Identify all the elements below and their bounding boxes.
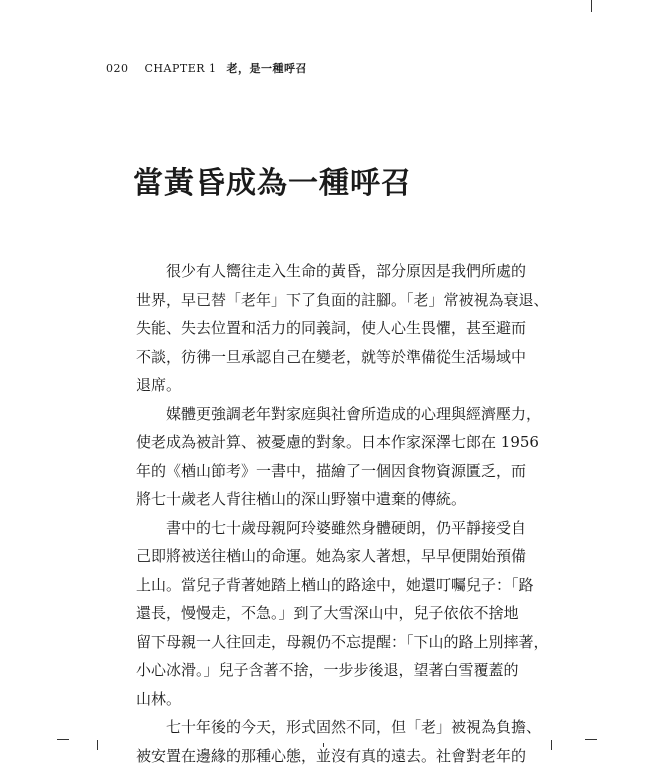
text-line: 不談，彷彿一旦承認自己在變老，就等於準備從生活場域中 <box>136 343 498 372</box>
chapter-label: CHAPTER 1 <box>145 62 217 75</box>
text-line: 留下母親一人往回走，母親仍不忘提醒：「下山的路上別摔著， <box>136 628 498 657</box>
chapter-title: 老，是一種呼召 <box>227 62 308 75</box>
text-line: 七十年後的今天，形式固然不同，但「老」被視為負擔、 <box>136 713 498 742</box>
text-line: 退席。 <box>136 371 498 400</box>
text-line: 還長，慢慢走，不急。」到了大雪深山中，兒子依依不捨地 <box>136 599 498 628</box>
paragraph <box>136 400 498 514</box>
text-line: 媒體更強調老年對家庭與社會所造成的心理與經濟壓力， <box>136 400 498 429</box>
text-line: 上山。當兒子背著她踏上楢山的路途中，她還叮囑兒子：「路 <box>136 571 498 600</box>
crop-mark <box>551 740 552 750</box>
text-line: 山林。 <box>136 685 498 714</box>
text-line: 使老成為被計算、被憂慮的對象。日本作家深澤七郎在 1956 <box>136 428 498 457</box>
paragraph <box>136 713 498 770</box>
text-line: 很少有人嚮往走入生命的黃昏，部分原因是我們所處的 <box>136 257 498 286</box>
text-line: 將七十歲老人背往楢山的深山野嶺中遺棄的傳統。 <box>136 485 498 514</box>
text-line: 被安置在邊緣的那種心態，並沒有真的遠去。社會對老年的 <box>136 742 498 770</box>
page-number: 020 <box>106 62 129 75</box>
crop-mark <box>57 739 69 740</box>
text-line: 書中的七十歲母親阿玲婆雖然身體硬朗，仍平靜接受自 <box>136 514 498 543</box>
text-line: 小心冰滑。」兒子含著不捨，一步步後退，望著白雪覆蓋的 <box>136 656 498 685</box>
crop-mark <box>585 739 597 740</box>
text-line: 世界，早已替「老年」下了負面的註腳。「老」常被視為衰退、 <box>136 286 498 315</box>
body-text <box>136 257 498 770</box>
crop-mark <box>97 740 98 750</box>
section-title: 當黃昏成為一種呼召 <box>133 158 412 202</box>
text-line: 年的《楢山節考》一書中，描繪了一個因食物資源匱乏，而 <box>136 457 498 486</box>
crop-mark <box>591 0 592 12</box>
paragraph <box>136 514 498 714</box>
running-head <box>106 60 307 76</box>
text-line: 己即將被送往楢山的命運。她為家人著想，早早便開始預備 <box>136 542 498 571</box>
text-line: 失能、失去位置和活力的同義詞，使人心生畏懼，甚至避而 <box>136 314 498 343</box>
paragraph <box>136 257 498 400</box>
